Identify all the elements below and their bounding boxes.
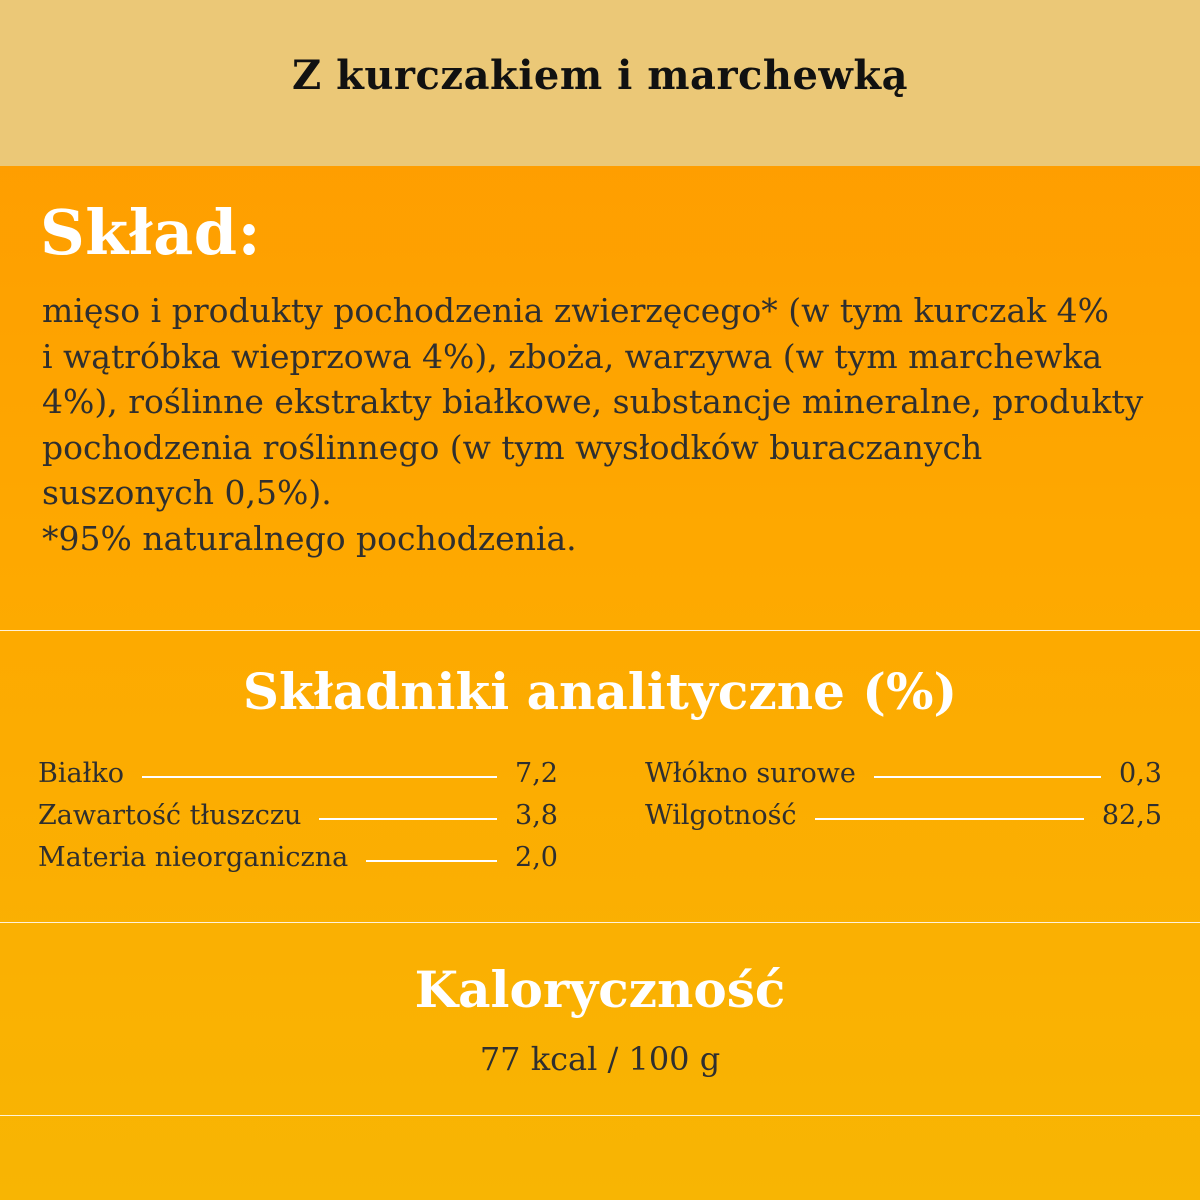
nutrient-value: 2,0	[515, 841, 558, 873]
ingredients-line: i wątróbka wieprzowa 4%), zboża, warzywa (w tym marchewka	[42, 336, 1103, 376]
nutrient-value: 0,3	[1119, 757, 1162, 789]
ingredients-line: 4%), roślinne ekstrakty białkowe, substancje mineralne, produkty	[42, 382, 1144, 421]
leader-line	[319, 818, 497, 820]
energy-heading: Kaloryczność	[414, 960, 786, 1019]
nutrient-name: Materia nieorganiczna	[38, 841, 349, 873]
ingredients-heading: Skład:	[40, 196, 261, 269]
energy-value: 77 kcal / 100 g	[479, 1040, 721, 1078]
ingredients-line: pochodzenia roślinnego (w tym wysłodków buraczanych	[42, 427, 983, 467]
nutrient-row-protein	[38, 755, 558, 791]
leader-line	[815, 818, 1084, 820]
product-title: Z kurczakiem i marchewką	[292, 52, 908, 99]
ingredients-text	[42, 288, 1172, 561]
analytical-heading: Składniki analityczne (%)	[242, 662, 958, 721]
nutrient-name: Włókno surowe	[645, 757, 856, 789]
nutrient-row-moisture	[645, 797, 1162, 833]
ingredients-line: suszonych 0,5%).	[42, 473, 332, 512]
ingredients-footnote: *95% naturalnego pochodzenia.	[42, 518, 577, 558]
ingredients-line: mięso i produkty pochodzenia zwierzęcego* (w tym kurczak 4%	[42, 291, 1109, 330]
nutrient-value: 3,8	[515, 799, 558, 831]
section-divider	[0, 630, 1200, 631]
nutrient-value: 82,5	[1101, 799, 1162, 831]
leader-line	[142, 776, 497, 778]
nutrient-name: Białko	[38, 757, 124, 789]
nutrient-row-ash	[38, 839, 558, 875]
nutrient-name: Wilgotność	[645, 799, 797, 831]
nutrient-name: Zawartość tłuszczu	[38, 799, 302, 831]
leader-line	[366, 860, 497, 862]
section-divider	[0, 1115, 1200, 1116]
section-divider	[0, 922, 1200, 923]
nutrient-value: 7,2	[515, 757, 558, 789]
leader-line	[874, 776, 1101, 778]
nutrient-row-fiber	[645, 755, 1162, 791]
nutrient-row-fat	[38, 797, 558, 833]
